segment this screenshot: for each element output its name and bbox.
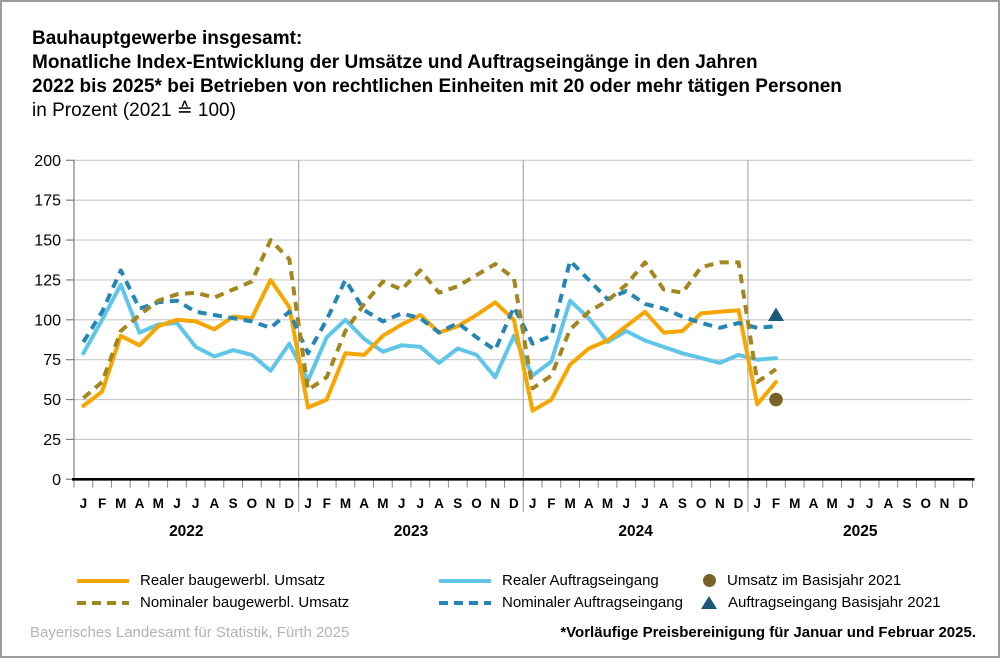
month-label: D	[958, 496, 969, 511]
legend-swatch-nominaler-auftragseingang	[439, 601, 491, 605]
month-label: J	[304, 496, 312, 511]
y-axis-label: 200	[34, 152, 61, 170]
y-axis-label: 100	[34, 312, 61, 330]
title-line-4: in Prozent (2021 ≙ 100)	[32, 100, 236, 121]
y-axis-label: 175	[34, 192, 61, 210]
basisjahr-auftragseingang-marker	[768, 308, 784, 322]
y-axis-label: 125	[34, 272, 61, 290]
month-label: F	[547, 496, 556, 511]
series-line-3	[83, 261, 776, 354]
legend-label: Nominaler baugewerbl. Umsatz	[140, 594, 350, 611]
triangle-marker-icon	[701, 596, 717, 609]
month-label: M	[789, 496, 801, 511]
month-label: M	[115, 496, 127, 511]
legend-item-nominaler-auftragseingang	[439, 594, 683, 611]
y-axis-label: 0	[52, 471, 61, 489]
y-axis-label: 50	[43, 392, 61, 410]
series-line-0	[83, 280, 776, 411]
legend-label: Realer Auftragseingang	[502, 572, 659, 589]
month-label: M	[152, 496, 164, 511]
month-label: J	[641, 496, 649, 511]
month-label: A	[209, 496, 220, 511]
legend-item-realer-auftragseingang	[439, 572, 659, 589]
month-label: S	[902, 496, 912, 511]
legend-swatch-realer-auftragseingang	[439, 579, 491, 583]
chart-area	[2, 2, 998, 656]
month-label: A	[883, 496, 894, 511]
year-label-2023: 2023	[393, 523, 429, 540]
month-label: J	[79, 496, 88, 511]
footnote: *Vorläufige Preisbereinigung für Januar und Februar 2025.	[560, 624, 976, 641]
month-label: N	[490, 496, 501, 511]
y-axis-label: 150	[34, 232, 61, 250]
year-label-2024: 2024	[618, 523, 653, 540]
month-label: M	[826, 496, 838, 511]
month-label: O	[246, 496, 258, 511]
month-label: A	[134, 496, 145, 511]
legend-label: Umsatz im Basisjahr 2021	[727, 572, 902, 589]
y-axis-label: 75	[43, 352, 61, 370]
month-label: F	[97, 496, 107, 511]
month-label: A	[583, 496, 594, 511]
month-label: A	[658, 496, 669, 511]
month-label: J	[528, 496, 537, 511]
legend-label: Auftragseingang Basisjahr 2021	[728, 594, 941, 611]
month-label: M	[339, 496, 352, 511]
legend-item-umsatz-basisjahr	[703, 572, 901, 589]
month-label: J	[622, 496, 630, 511]
month-label: D	[284, 496, 295, 511]
circle-marker-icon	[703, 574, 716, 587]
month-label: S	[453, 496, 463, 511]
legend-label: Nominaler Auftragseingang	[502, 594, 683, 611]
year-label-2022: 2022	[169, 523, 204, 540]
legend-label: Realer baugewerbl. Umsatz	[140, 572, 326, 589]
month-label: A	[359, 496, 370, 511]
month-label: N	[714, 496, 725, 511]
month-label: S	[677, 496, 687, 511]
month-label: O	[471, 496, 482, 511]
month-label: S	[228, 496, 238, 511]
year-label-2025: 2025	[842, 523, 878, 540]
month-label: N	[939, 496, 950, 511]
month-label: M	[564, 496, 576, 511]
month-label: A	[434, 496, 444, 511]
month-label: J	[191, 496, 200, 511]
month-label: F	[322, 496, 331, 511]
basisjahr-umsatz-marker	[769, 393, 783, 407]
month-label: A	[808, 496, 819, 511]
month-label: J	[865, 496, 874, 511]
legend-item-auftragseingang-basisjahr	[701, 594, 941, 611]
month-label: F	[771, 496, 781, 511]
month-label: O	[695, 496, 707, 511]
month-label: M	[377, 496, 389, 511]
legend-item-realer-umsatz	[77, 572, 325, 589]
legend-item-nominaler-umsatz	[77, 594, 349, 611]
month-label: J	[397, 496, 406, 511]
month-label: D	[733, 496, 744, 511]
month-label: J	[416, 496, 425, 511]
month-label: M	[601, 496, 614, 511]
month-label: N	[265, 496, 276, 511]
title-line-1: Bauhauptgewerbe insgesamt:	[32, 28, 303, 49]
legend-swatch-realer-umsatz	[77, 579, 129, 583]
legend-swatch-nominaler-umsatz	[77, 601, 129, 605]
title-line-2: Monatliche Index-Entwicklung der Umsätze und Auftragseingänge in den Jahren	[32, 52, 758, 73]
title-line-3: 2022 bis 2025* bei Betrieben von rechtlichen Einheiten mit 20 oder mehr tätigen Personen	[32, 76, 842, 97]
chart-canvas	[2, 2, 998, 656]
y-axis-label: 25	[43, 431, 61, 449]
publisher-credit: Bayerisches Landesamt für Statistik, Fürth 2025	[30, 624, 350, 641]
month-label: J	[753, 496, 762, 511]
month-label: J	[847, 496, 855, 511]
month-label: D	[509, 496, 519, 511]
month-label: O	[920, 496, 932, 511]
month-label: J	[173, 496, 181, 511]
